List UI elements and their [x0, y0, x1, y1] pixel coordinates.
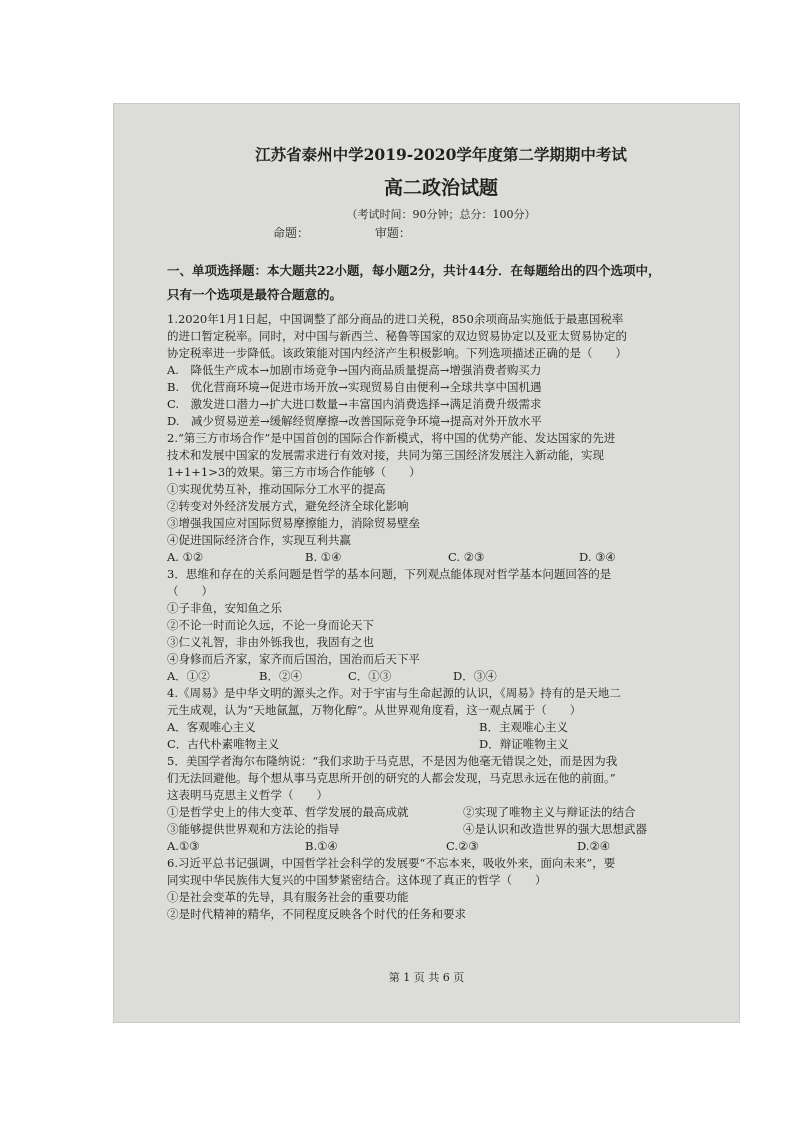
- statement-item: ④是认识和改造世界的强大思想武器: [463, 822, 647, 836]
- choice-b: B. ①④: [305, 550, 342, 564]
- choice-c: C. ②③: [448, 550, 485, 564]
- answer-choices: [167, 668, 715, 685]
- exam-paper-sheet: [113, 103, 740, 1023]
- question-stem-line: 4.《周易》是中华文明的源头之作。对于宇宙与生命起源的认识，《周易》持有的是天地二: [167, 686, 621, 700]
- question-stem-line: 的进口暂定税率。同时，对中国与新西兰、秘鲁等国家的双边贸易协定以及亚太贸易协定的: [167, 329, 627, 343]
- choice-c: C．①③: [348, 669, 392, 683]
- section-heading-line: 只有一个选项是最符合题意的。: [167, 287, 343, 302]
- choice-c: C.②③: [446, 839, 479, 853]
- choice-c: C．古代朴素唯物主义: [167, 737, 280, 751]
- page-number-footer: 第 1 页 共 6 页: [388, 971, 465, 984]
- answer-choices: [167, 549, 715, 566]
- question-4: [167, 685, 715, 753]
- choice-a: A.①③: [167, 839, 200, 853]
- choice-d: D. ③④: [579, 550, 616, 564]
- answer-choices: [167, 838, 715, 855]
- statement-item: ③仁义礼智，非由外铄我也，我固有之也: [167, 635, 374, 649]
- statement-item: ②是时代精神的精华，不同程度反映各个时代的任务和要求: [167, 907, 466, 921]
- question-stem-line: 5．美国学者海尔布隆纳说：“我们求助于马克思，不是因为他毫无错误之处，而是因为我: [167, 754, 618, 768]
- statement-item: ③能够提供世界观和方法论的指导: [167, 822, 340, 836]
- question-stem-line: 技术和发展中国家的发展需求进行有效对接，共同为第三国经济发展注入新动能，实现: [167, 448, 604, 462]
- page-content: [167, 143, 715, 923]
- choice-a: A．①②: [167, 669, 210, 683]
- question-stem-line: 1.2020年1月1日起，中国调整了部分商品的进口关税，850余项商品实施低于最惠国税率: [167, 312, 624, 326]
- statement-item: ①子非鱼，安知鱼之乐: [167, 601, 282, 615]
- statement-item: ①是社会变革的先导，具有服务社会的重要功能: [167, 890, 409, 904]
- choice-a: A. ①②: [167, 550, 204, 564]
- section-heading-line: 一、单项选择题：本大题共22小题，每小题2分，共计44分．在每题给出的四个选项中，: [167, 263, 661, 278]
- choice-a: A．客观唯心主义: [167, 720, 256, 734]
- question-stem-line: 这表明马克思主义哲学（ ）: [167, 788, 328, 802]
- question-3: [167, 566, 715, 685]
- exam-info: （考试时间：90分钟；总分：100分）: [346, 208, 536, 221]
- exam-title: 江苏省泰州中学2019-2020学年度第二学期期中考试: [255, 145, 627, 164]
- setter-label: 命题：: [273, 226, 310, 240]
- question-stem-line: 1+1+1>3的效果。第三方市场合作能够（ ）: [167, 465, 421, 479]
- question-6: [167, 855, 715, 923]
- exam-subject-title: 高二政治试题: [383, 177, 498, 199]
- question-stem-line: 们无法回避他。每个想从事马克思所开创的研究的人都会发现，马克思永远在他的前面。”: [167, 771, 616, 785]
- setter-reviewer-line: [273, 224, 715, 241]
- statement-item: ①是哲学史上的伟大变革、哲学发展的最高成就: [167, 805, 409, 819]
- statement-row: [167, 804, 715, 821]
- reviewer-label: 审题：: [374, 226, 411, 240]
- question-stem-line: 2.“第三方市场合作”是中国首创的国际合作新模式，将中国的优势产能、发达国家的先进: [167, 431, 616, 445]
- question-stem-line: 3．思维和存在的关系问题是哲学的基本问题，下列观点能体现对哲学基本问题回答的是: [167, 567, 612, 581]
- statement-row: [167, 821, 715, 838]
- statement-item: ②不论一时而论久远，不论一身而论天下: [167, 618, 374, 632]
- choice-b: B.①④: [305, 839, 338, 853]
- section-heading: [167, 259, 715, 307]
- question-stem-line: 6.习近平总书记强调，中国哲学社会科学的发展要“不忘本来，吸收外来，面向未来”，要: [167, 856, 616, 870]
- question-stem-line: 协定税率进一步降低。该政策能对国内经济产生积极影响。下列选项描述正确的是（ ）: [167, 346, 627, 360]
- question-5: [167, 753, 715, 855]
- choice-b: B．②④: [259, 669, 302, 683]
- choice-d: D．③④: [453, 669, 497, 683]
- statement-item: ④身修而后齐家，家齐而后国治，国治而后天下平: [167, 652, 420, 666]
- option-c: C. 激发进口潜力→扩大进口数量→丰富国内消费选择→满足消费升级需求: [167, 397, 542, 411]
- choice-d: D.②④: [577, 839, 611, 853]
- question-1: [167, 311, 715, 430]
- statement-item: ③增强我国应对国际贸易摩擦能力，消除贸易壁垒: [167, 516, 420, 530]
- option-a: A. 降低生产成本→加剧市场竞争→国内商品质量提高→增强消费者购买力: [167, 363, 542, 377]
- answer-choices: [167, 736, 715, 753]
- statement-item: ①实现优势互补，推动国际分工水平的提高: [167, 482, 386, 496]
- question-stem-line: （ ）: [167, 584, 213, 598]
- statement-item: ②转变对外经济发展方式，避免经济全球化影响: [167, 499, 409, 513]
- statement-item: ②实现了唯物主义与辩证法的结合: [463, 805, 636, 819]
- choice-d: D．辩证唯物主义: [479, 737, 569, 751]
- question-stem-line: 元生成观，认为“天地氤氲，万物化醇”。从世界观角度看，这一观点属于（ ）: [167, 703, 582, 717]
- statement-item: ④促进国际经济合作，实现互利共赢: [167, 533, 351, 547]
- option-b: B. 优化营商环境→促进市场开放→实现贸易自由便利→全球共享中国机遇: [167, 380, 542, 394]
- question-stem-line: 同实现中华民族伟大复兴的中国梦紧密结合。这体现了真正的哲学（ ）: [167, 873, 547, 887]
- answer-choices: [167, 719, 715, 736]
- option-d: D. 减少贸易逆差→缓解经贸摩擦→改善国际竞争环境→提高对外开放水平: [167, 414, 542, 428]
- question-2: [167, 430, 715, 566]
- choice-b: B．主观唯心主义: [479, 720, 568, 734]
